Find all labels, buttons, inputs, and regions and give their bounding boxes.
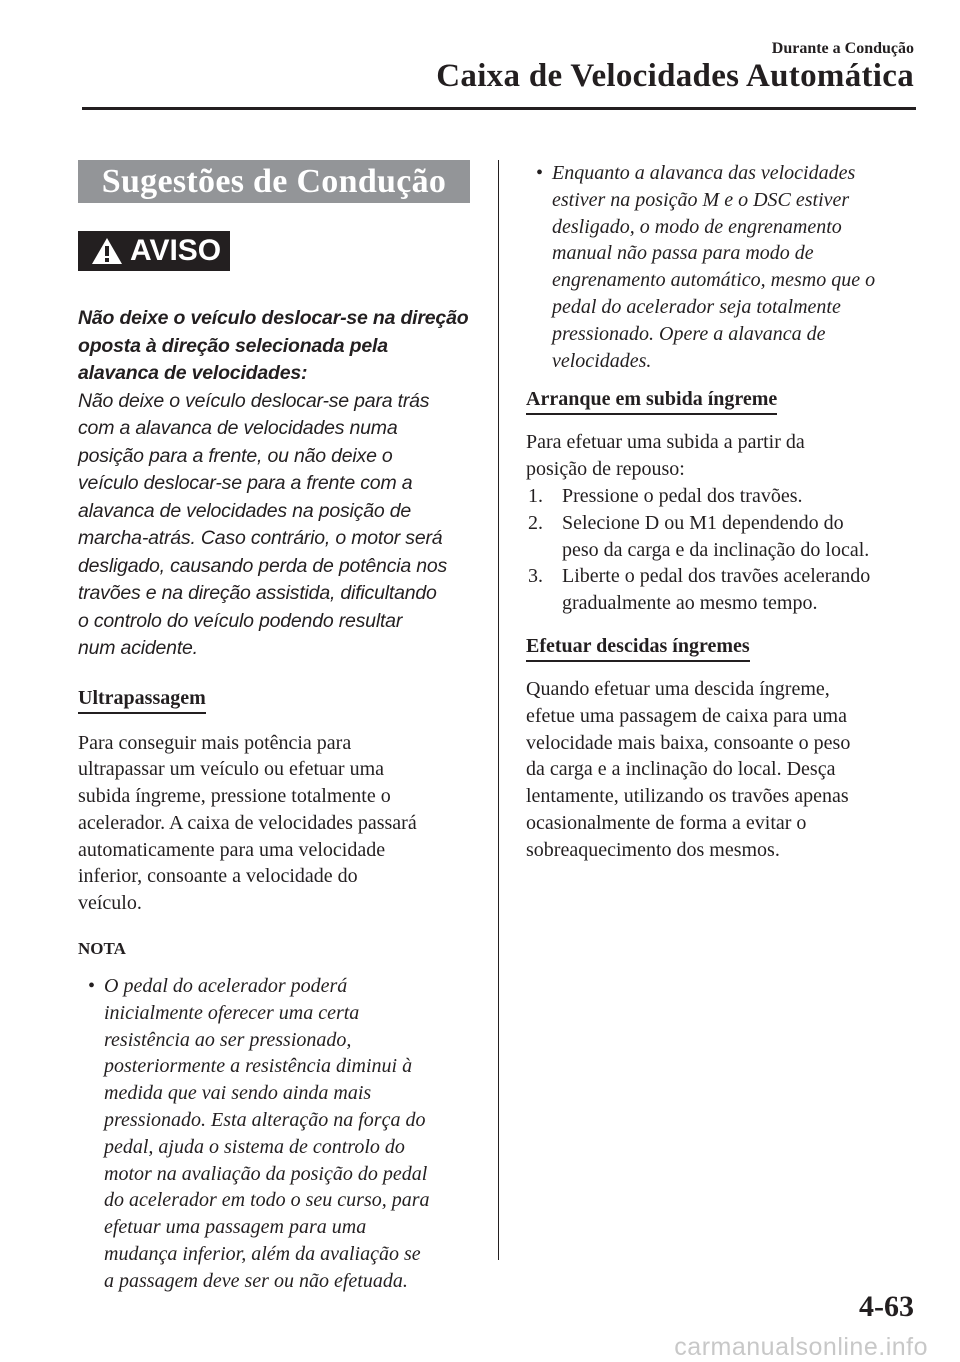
watermark: carmanualsonline.info bbox=[674, 1333, 928, 1361]
warning-badge bbox=[78, 231, 230, 271]
arranque-section bbox=[526, 388, 918, 617]
nota-bullet-2 bbox=[526, 160, 918, 374]
arranque-intro: Para efetuar uma subida a partir da posição de repouso: bbox=[526, 431, 805, 481]
nota-bullet-text: Enquanto a alavanca das velocidades estiver na posição M e o DSC estiver desligado, o modo de engrenamento manual não passa para modo de engrenamento automático, mesmo que o pedal do acelerador seja totalmente pressionado. Opere a alavanca de velocidades. bbox=[552, 162, 876, 372]
nota-bullet-1 bbox=[78, 973, 470, 1295]
list-item: 1. Pressione o pedal dos travões. bbox=[528, 484, 803, 507]
descidas-heading: Efetuar descidas íngremes bbox=[526, 635, 750, 662]
page-number: 4-63 bbox=[859, 1290, 914, 1323]
warning-triangle-icon bbox=[90, 236, 124, 266]
chapter-title: Caixa de Velocidades Automática bbox=[436, 58, 914, 94]
warning-heading: Não deixe o veículo deslocar-se na direção oposta à direção selecionada pela alavanca de velocidades: bbox=[78, 307, 469, 384]
ultrapassagem-heading: Ultrapassagem bbox=[78, 687, 206, 714]
warning-label: AVISO bbox=[130, 234, 222, 267]
list-item: 3. Liberte o pedal dos travões acelerando gradualmente ao mesmo tempo. bbox=[528, 565, 871, 615]
chapter-label: Durante a Condução bbox=[771, 40, 914, 57]
nota-label: NOTA bbox=[78, 939, 126, 959]
left-column bbox=[78, 160, 470, 1295]
bullet-dot: • bbox=[536, 162, 544, 184]
list-item: 2. Selecione D ou M1 dependendo do peso da carga e da inclinação do local. bbox=[528, 511, 870, 561]
ultrapassagem-section bbox=[78, 687, 470, 918]
column-divider bbox=[498, 160, 499, 1260]
warning-body: Não deixe o veículo deslocar-se para trás com a alavanca de velocidades numa posição para a frente, ou não deixe o veículo deslocar-se para a frente com a alavanca de velocidades na posição de marcha-atrás. Caso contrário, o motor será desligado, causando perda de potência nos travões e na direção assistida, dificultando o controlo do veículo podendo resultar num acidente. bbox=[78, 389, 448, 659]
descidas-body: Quando efetuar uma descida íngreme, efetue uma passagem de caixa para uma velocidade mais baixa, consoante o peso da carga e a inclinação do local. Desça lentamente, utilizando os travões apenas ocasionalmente de forma a evitar o sobreaquecimento dos mesmos. bbox=[526, 677, 851, 861]
nota-bullet-text: O pedal do acelerador poderá inicialmente oferecer uma certa resistência ao ser pressionado, posteriormente a resistência diminui à medida que vai sendo ainda mais pressionado. Esta alteração na força do pedal, ajuda o sistema de controlo do motor na avaliação da posição do pedal do acelerador em todo o seu curso, para efetuar uma passagem para uma mudança inferior, além da avaliação se a passagem deve ser ou não efetuada. bbox=[104, 975, 430, 1292]
descidas-section bbox=[526, 635, 918, 864]
section-title-banner: Sugestões de Condução bbox=[78, 160, 470, 203]
arranque-steps bbox=[526, 483, 918, 617]
arranque-heading: Arranque em subida íngreme bbox=[526, 388, 777, 415]
right-column bbox=[526, 160, 918, 864]
header-rule bbox=[82, 107, 916, 110]
ultrapassagem-body: Para conseguir mais potência para ultrapassar um veículo ou efetuar uma subida íngreme, pressione totalmente o acelerador. A caixa de velocidades passará automaticamente para uma velocidade inferior, consoante a velocidade do veículo. bbox=[78, 731, 417, 915]
bullet-dot: • bbox=[88, 975, 96, 998]
